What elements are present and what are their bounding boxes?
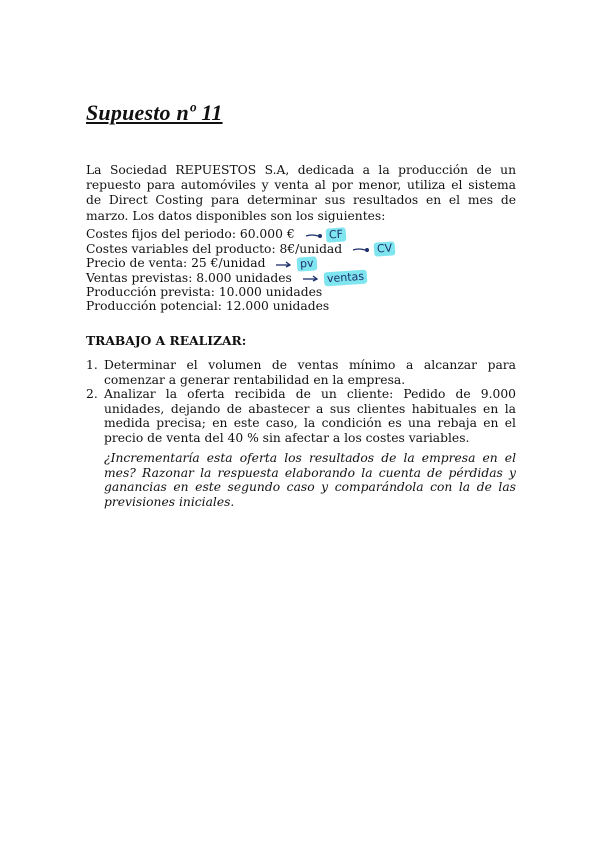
data-line-text: Costes variables del producto: 8€/unidad [86,241,343,256]
data-line-text: Costes fijos del periodo: 60.000 € [86,227,295,241]
data-line-planned-production [86,285,395,299]
annotation-tag: CF [326,227,347,242]
handwritten-annotation [302,271,367,286]
intro-paragraph: La Sociedad REPUESTOS S.A, dedicada a la producción de un repuesto para automóviles y venta al por menor, utiliza el sistema de Direct Costing para determinar sus resultados en el mes de marzo. Los datos disponibles son los siguientes: [86,163,516,223]
annotation-tag: pv [297,256,317,271]
task-text: Determinar el volumen de ventas mínimo a alcanzar para comenzar a generar rentabilidad en la empresa. [104,358,516,387]
arrow-icon [352,245,370,253]
arrow-icon [275,260,293,268]
question-paragraph: ¿Incrementaría esta oferta los resultados de la empresa en el mes? Razonar la respuesta elaborando la cuenta de pérdidas y ganancias en este segundo caso y comparándola con la de las previsiones iniciales. [104,451,516,509]
data-line-variable-costs [86,242,395,257]
task-item [86,387,516,445]
data-line-fixed-costs [86,227,395,242]
annotation-tag: CV [374,241,396,256]
data-list [86,227,395,313]
handwritten-annotation [352,242,395,257]
document-title: Supuesto nº 11 [86,100,223,125]
data-line-sales [86,271,395,286]
arrow-icon [305,231,323,239]
handwritten-annotation [305,227,347,242]
arrow-icon [302,274,320,282]
task-item [86,358,516,387]
data-line-potential-production [86,299,395,313]
task-list [86,358,516,446]
handwritten-annotation [275,256,316,271]
section-heading: TRABAJO A REALIZAR: [86,333,247,348]
data-line-text: Ventas previstas: 8.000 unidades [86,270,292,285]
annotation-tag: ventas [323,270,367,287]
data-line-text: Precio de venta: 25 €/unidad [86,256,266,270]
task-number: 2. [86,387,98,402]
data-line-price [86,256,395,271]
data-line-text: Producción prevista: 10.000 unidades [86,285,323,299]
task-text: Analizar la oferta recibida de un cliente: Pedido de 9.000 unidades, dejando de abastecer a sus clientes habituales en la medida precisa; en este caso, la condición es una rebaja en el precio de venta del 40 % sin afectar a los costes variables. [104,387,516,445]
task-number: 1. [86,358,98,372]
data-line-text: Producción potencial: 12.000 unidades [86,299,330,314]
